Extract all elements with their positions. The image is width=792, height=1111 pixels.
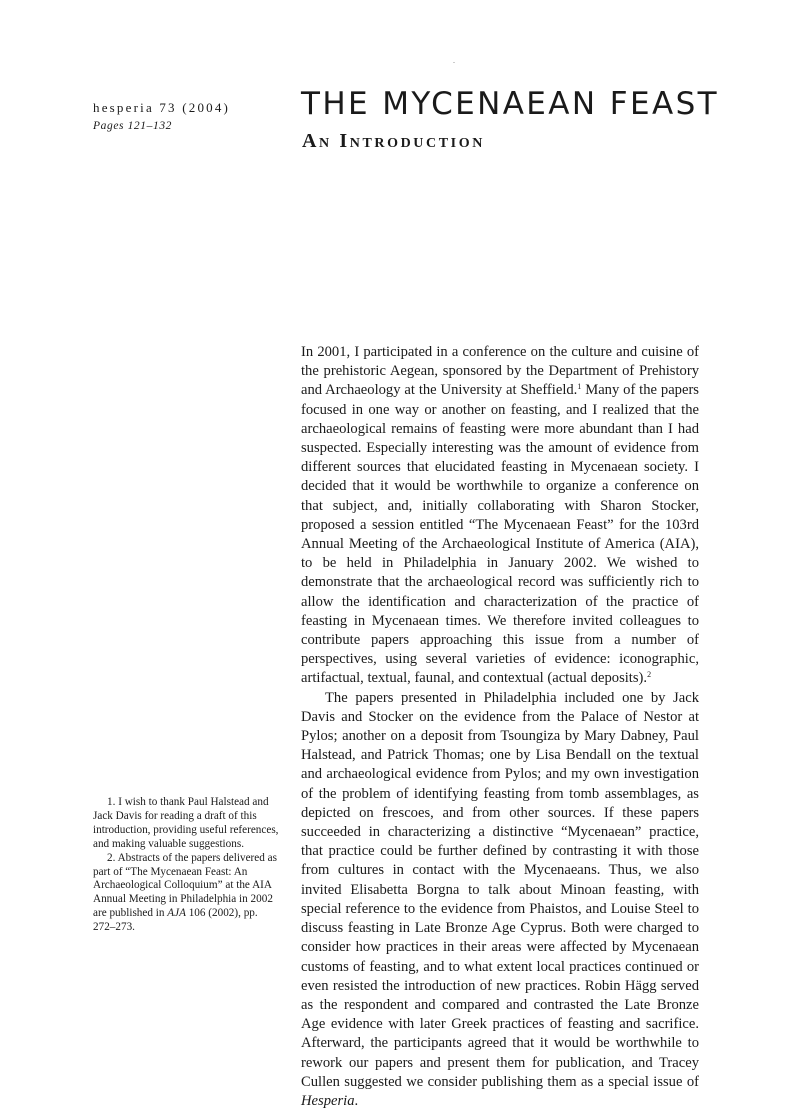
footnote-1: 1. I wish to thank Paul Halstead and Jack Davis for reading a draft of this introduction, providing useful references, and making valuable suggestions.	[93, 796, 279, 850]
paragraph-2	[301, 689, 699, 1111]
footnote-2-text-b: 106 (2002), pp. 272–273.	[93, 907, 258, 934]
footnote-ref-1[interactable]: 1	[577, 382, 582, 392]
page-range: Pages 121–132	[93, 120, 173, 132]
paragraph-1-text-a: In 2001, I participated in a conference on the culture and cuisine of the prehistoric Aegean, sponsored by the Department of Prehistory and Archaeology at the University at Sheffield.	[301, 344, 699, 399]
article-body	[301, 343, 699, 1111]
footnote-2-journal: AJA	[167, 907, 186, 920]
footnotes	[93, 796, 281, 935]
paragraph-2-text: The papers presented in Philadelphia included one by Jack Davis and Stocker on the evidence from the Palace of Nestor at Pylos; another on a deposit from Tsoungiza by Mary Dabney, Paul Halstead, and Patrick Thomas; one by Lisa Bendall on the textual and archaeological evidence from Pylos; and my own investigation of the problem of identifying feasting from tomb assemblages, as depicted on frescoes, and from other sources. If these papers succeeded in characterizing a distinctive “Mycenaean” practice, that practice could be further defined by contrasting it with those from cultures in contact with the Mycenaeans. Thus, we also invited Elisabetta Borgna to talk about Minoan feasting, with special reference to the evidence from Phaistos, and Louise Steel to discuss feasting in Late Bronze Age Cyprus. Both were charged to consider how practices in their areas were affected by Mycenaean customs of feasting, and to what extent local practices continued or even resisted the introduction of new practices. Robin Hägg served as the respondent and compared and contrasted the Late Bronze Age evidence with later Greek practices of feasting and sacrifice. Afterward, the participants agreed that it would be worthwhile to rework our papers and present them for publication, and Tracey Cullen suggested we consider publishing them as a special issue of	[301, 689, 699, 1090]
journal-name: Hesperia	[301, 1092, 355, 1109]
paragraph-2-end: .	[354, 1092, 359, 1109]
footnote-2	[93, 852, 281, 935]
paragraph-1	[301, 343, 699, 689]
footnote-2-text-a: 2. Abstracts of the papers delivered as part of “The Mycenaean Feast: An Archaeological Colloquium” at the AIA Annual Meeting in Philadelphia in 2002 are published in	[93, 851, 277, 920]
scan-speck	[453, 62, 455, 63]
journal-citation: hesperia 73 (2004)	[93, 100, 231, 115]
article-subtitle: An Introduction	[302, 130, 485, 152]
footnote-ref-2[interactable]: 2	[647, 670, 652, 680]
article-title: THE MYCENAEAN FEAST	[301, 86, 719, 122]
paragraph-1-text-b: Many of the papers focused in one way or another on feasting, and I realized that the archaeological remains of feasting were more abundant than I had suspected. Especially interesting was the amount of evidence from different sources that elucidated feasting in Mycenaean society. I decided that it would be worthwhile to organize a conference on that subject, and, initially collaborating with Sharon Stocker, proposed a session entitled “The Mycenaean Feast” for the 103rd Annual Meeting of the Archaeological Institute of America (AIA), to be held in Philadelphia in January 2002. We wished to demonstrate that the archaeological record was sufficiently rich to allow the identification and characterization of the practice of feasting in Mycenaean times. We therefore invited colleagues to contribute papers approaching this issue from a number of perspectives, using several varieties of evidence: iconographic, artifactual, textual, faunal, and contextual (actual deposits).	[301, 382, 699, 687]
